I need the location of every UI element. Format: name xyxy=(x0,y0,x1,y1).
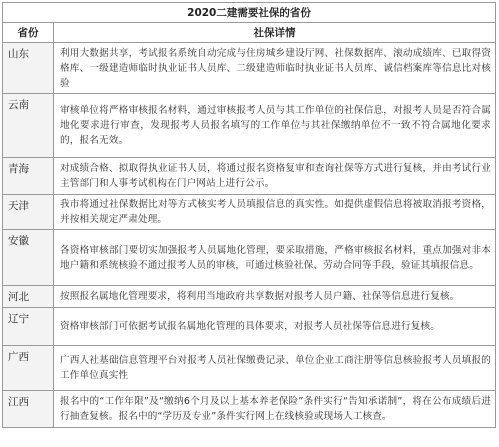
table-row xyxy=(3,346,496,391)
details-cell: 资格审核部门可依据考试报名属地化管理的具体要求，对报考人员社保等信息进行复核。 xyxy=(54,308,496,346)
table-row xyxy=(3,308,496,346)
province-cell: 辽宁 xyxy=(3,308,54,346)
header-province: 省份 xyxy=(3,23,54,43)
table-row xyxy=(3,43,496,94)
table-title-row xyxy=(3,3,496,23)
table-row xyxy=(3,195,496,230)
table-row xyxy=(3,94,496,158)
province-cell: 河北 xyxy=(3,286,54,308)
province-cell: 天津 xyxy=(3,195,54,230)
table-row xyxy=(3,158,496,195)
policy-table-wrapper xyxy=(2,2,495,428)
table-title: 2020二建需要社保的省份 xyxy=(3,3,496,23)
province-cell: 广西 xyxy=(3,346,54,391)
table-row xyxy=(3,230,496,286)
details-cell: 广西人社基础信息管理平台对报考人员社保缴费记录、单位企业工商注册等信息核验报考人员填报的工作单位真实性 xyxy=(54,346,496,391)
province-cell: 山东 xyxy=(3,43,54,94)
details-cell: 我市将通过社保数据比对等方式核实考人员填报信息的真实性。如提供虚假信息将被取消报考资格，并按相关规定严肃处理。 xyxy=(54,195,496,230)
table-header-row xyxy=(3,23,496,43)
details-cell: 报名中的“工作年限”及“缴纳6个月及以上基本养老保险”条件实行“告知承诺制”，将在公布成绩后进行抽查复核。报名中的“学历及专业”条件实行网上在线核验或现场人工核查。 xyxy=(54,391,496,428)
table-row xyxy=(3,286,496,308)
header-details: 社保详情 xyxy=(54,23,496,43)
social-security-policy-table xyxy=(2,2,496,428)
details-cell: 各资格审核部门要切实加强报考人员属地化管理，要采取措施，严格审核报名材料，重点加强对非本地户籍和系统核验不通过报考人员的审核，可通过核验社保、劳动合同等手段，验证其填报信息。 xyxy=(54,230,496,286)
details-cell: 利用大数据共享，考试报名系统自动完成与住房城乡建设厅网、社保数据库、滚动成绩库、已取得资格库、一级建造师临时执业证书人员库、二级建造师临时执业证书人员库、诚信档案库等信息比对核验 xyxy=(54,43,496,94)
province-cell: 江西 xyxy=(3,391,54,428)
details-cell: 审核单位将严格审核报名材料，通过审核报考人员与其工作单位的社保信息，对报考人员是否符合属地化要求进行审查，发现报考人员报名填写的工作单位与其社保缴纳单位不一致不符合属地化要求的，报名无效。 xyxy=(54,94,496,158)
province-cell: 青海 xyxy=(3,158,54,195)
table-row xyxy=(3,391,496,428)
province-cell: 云南 xyxy=(3,94,54,158)
details-cell: 按照报名属地化管理要求，将利用当地政府共享数据对报考人员户籍、社保等信息进行复核。 xyxy=(54,286,496,308)
details-cell: 对成绩合格、拟取得执业证书人员，将通过报名资格复审和查询社保等方式进行复核，并由考试行业主管部门和人事考试机构在门户网站上进行公示。 xyxy=(54,158,496,195)
province-cell: 安徽 xyxy=(3,230,54,286)
